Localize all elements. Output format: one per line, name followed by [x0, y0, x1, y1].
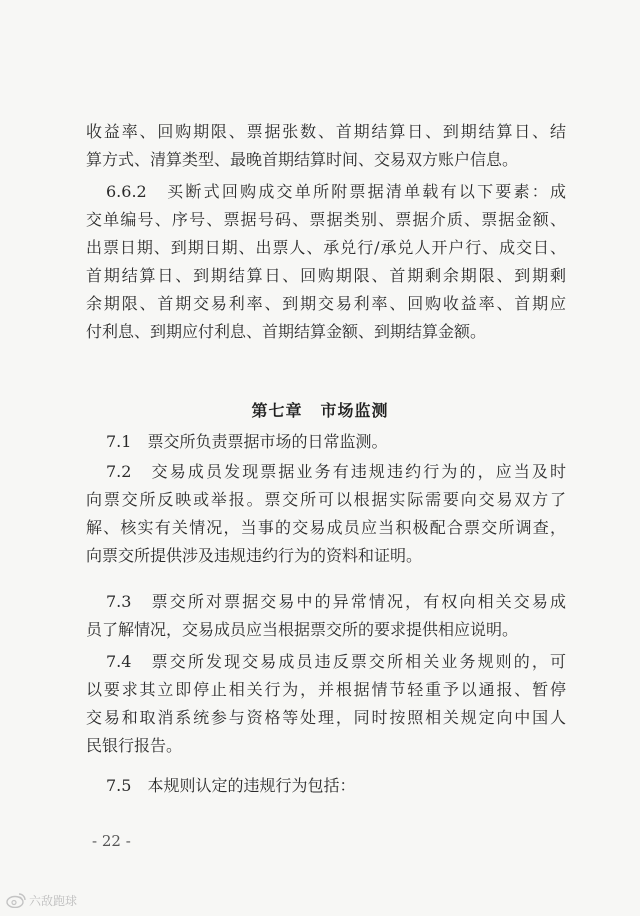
chapter-heading [0, 398, 640, 421]
paragraph-line: 付利息、到期应付利息、首期结算金额、到期结算金额。 [86, 322, 487, 341]
paragraph-line: 6.6.2 买断式回购成交单所附票据清单载有以下要素：成 [106, 182, 566, 201]
paragraph-line: 7.3 票交所对票据交易中的异常情况，有权向相关交易成 [106, 592, 566, 611]
section-6-6-2 [86, 178, 566, 346]
paragraph-line: 以要求其立即停止相关行为，并根据情节轻重予以通报、暂停 [86, 680, 566, 699]
watermark-text: 六敌跑球 [29, 893, 78, 908]
weibo-logo-icon [6, 892, 26, 908]
section-7-5 [86, 772, 566, 800]
page-number: - 22 - [92, 832, 131, 850]
paragraph-line: 解、核实有关情况，当事的交易成员应当积极配合票交所调查， [86, 518, 566, 537]
section-7-3 [86, 588, 566, 644]
paragraph-line: 余期限、首期交易利率、到期交易利率、回购收益率、首期应 [86, 294, 566, 313]
paragraph-line: 民银行报告。 [86, 736, 183, 755]
watermark [6, 890, 77, 910]
paragraph-line: 向票交所提供涉及违规违约行为的资料和证明。 [86, 546, 423, 565]
paragraph-line: 首期结算日、到期结算日、回购期限、首期剩余期限、到期剩 [86, 266, 566, 285]
paragraph-line: 7.1 票交所负责票据市场的日常监测。 [106, 432, 388, 451]
paragraph-line: 7.4 票交所发现交易成员违反票交所相关业务规则的，可 [106, 652, 566, 671]
chapter-number: 第七章 [251, 401, 303, 420]
paragraph-line: 交易和取消系统参与资格等处理，同时按照相关规定向中国人 [86, 708, 566, 727]
paragraph-line: 出票日期、到期日期、出票人、承兑行/承兑人开户行、成交日、 [86, 238, 566, 257]
section-7-2 [86, 458, 566, 570]
paragraph-line: 交单编号、序号、票据号码、票据类别、票据介质、票据金额、 [86, 210, 566, 229]
section-7-4 [86, 648, 566, 760]
paragraph-line: 7.2 交易成员发现票据业务有违规违约行为的，应当及时 [106, 462, 566, 481]
paragraph-line: 员了解情况，交易成员应当根据票交所的要求提供相应说明。 [86, 620, 519, 639]
paragraph-line: 7.5 本规则认定的违规行为包括： [106, 776, 356, 795]
section-7-1 [86, 428, 566, 456]
paragraph-line: 收益率、回购期限、票据张数、首期结算日、到期结算日、结 [86, 122, 566, 141]
chapter-title: 市场监测 [320, 401, 389, 420]
section-6-6-1-tail [86, 118, 566, 174]
paragraph-line: 算方式、清算类型、最晚首期结算时间、交易双方账户信息。 [86, 150, 519, 169]
paragraph-line: 向票交所反映或举报。票交所可以根据实际需要向交易双方了 [86, 490, 566, 509]
